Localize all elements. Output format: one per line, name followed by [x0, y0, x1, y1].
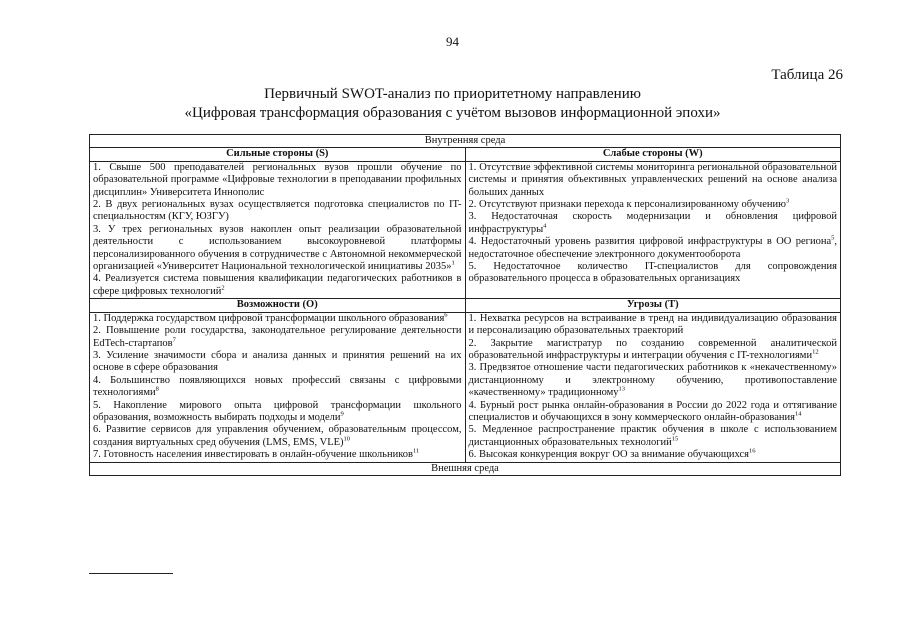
opportunities-cell — [90, 312, 466, 462]
list-item: 2. Отсутствуют признаки перехода к персонализированному обучению$^3$ — [468, 197, 790, 211]
footnote-ref: 1 — [451, 259, 455, 267]
list-item: 2. Повышение роли государства, законодательное регулирование деятельности EdTech-стартапов$^7$ — [93, 325, 462, 349]
list-item: 1. Поддержка государством цифровой трансформации школьного образования$^6$ — [93, 311, 448, 324]
title-line-1: Первичный SWOT-анализ по приоритетному направлению — [264, 86, 641, 102]
internal-env-header: Внутренняя среда — [90, 135, 841, 148]
list-item: 3. Предвзятое отношение части педагогических работников к «некачественному» дистанционному и электронному обучению, противопоставление «качественному» традиционному$^{13}$ — [468, 362, 837, 399]
footnote-ref: 4 — [543, 222, 547, 230]
threats-header: Угрозы (T) — [465, 299, 841, 312]
footnote-ref: 16 — [748, 447, 756, 455]
opportunities-header: Возможности (O) — [90, 299, 466, 312]
swot-table — [89, 134, 841, 476]
footnote-ref: 14 — [794, 410, 802, 418]
list-item: 1. Отсутствие эффективной системы мониторинга региональной образовательной системы и принятия объективных управленческих решений на основе анализа больших данных — [468, 161, 837, 198]
threats-cell — [465, 312, 841, 462]
footnote-ref: 11 — [412, 447, 420, 455]
weaknesses-header: Слабые стороны (W) — [465, 148, 841, 161]
weaknesses-cell — [465, 161, 841, 298]
list-item: 3. Усиление значимости сбора и анализа данных и принятия решений на их основе в сфере образования — [93, 349, 462, 374]
footnote-ref: 5 — [831, 234, 835, 242]
footnote-ref: 15 — [671, 435, 679, 443]
strengths-header: Сильные стороны (S) — [90, 148, 466, 161]
list-item: 3. У трех региональных вузов накоплен опыт реализации образовательной деятельности с использованием высокоуровневой платформы персонализированного обучения в сотрудничестве с Автономной некоммерческой организацией «Университет Национальной технологической инициативы 2035»$^1$ — [93, 223, 462, 273]
list-item: 7. Готовность населения инвестировать в онлайн-обучение школьников$^{11}$ — [93, 447, 420, 461]
list-item: 3. Недостаточная скорость модернизации и обновления цифровой инфраструктуры$^4$ — [468, 211, 837, 235]
footnote-ref: 7 — [172, 336, 176, 343]
list-item: 5. Накопление мирового опыта цифровой трансформации школьного образования, возможность выбирать подходы и модели$^9$ — [93, 399, 462, 423]
footnote-ref: 6 — [444, 311, 448, 319]
list-item: 5. Недостаточное количество IT-специалистов для сопровождения образовательного процесса в образовательных организациях — [468, 261, 837, 285]
list-item: 1. Нехватка ресурсов на встраивание в тренд на индивидуализацию образования и персонализацию образовательных траекторий — [468, 312, 837, 337]
title-line-2: «Цифровая трансформация образования с учётом вызовов информационной эпохи» — [184, 105, 721, 121]
list-item: 4. Большинство появляющихся новых профессий связаны с цифровыми технологиями$^8$ — [93, 374, 462, 399]
list-item: 4. Бурный рост рынка онлайн-образования в России до 2022 года и оттягивание специалистов и обучающихся в зону коммерческого онлайн-образования$^{14}$ — [468, 399, 837, 423]
list-item: 1. Свыше 500 преподавателей региональных вузов прошли обучение по образовательной программе «Цифровые технологии в преподавании профильных дисциплин» Университета Иннополис — [93, 161, 462, 198]
footnote-ref: 9 — [340, 410, 344, 418]
page-number: 94 — [446, 34, 459, 49]
footnote-ref: 10 — [343, 435, 351, 443]
table-title — [0, 85, 905, 123]
external-env-header: Внешняя среда — [90, 462, 841, 475]
footnote-ref: 12 — [812, 348, 819, 356]
list-item: 2. В двух региональных вузах осуществляется подготовка специалистов по IT-специальностям (КГУ, ЮЗГУ) — [93, 199, 462, 223]
list-item: 2. Закрытие магистратур по созданию современной аналитической образовательной инфраструктуры и интеграции обучения с IT-технологиями$^{12}$ — [468, 337, 837, 361]
list-item: 4. Недостаточный уровень развития цифровой инфраструктуры в ОО региона$^5$, недостаточное обеспечение электронного документооборота — [468, 234, 837, 260]
table-label: Таблица 26 — [771, 67, 843, 83]
footnote-ref: 8 — [155, 385, 159, 393]
list-item: 6. Развитие сервисов для управления обучением, образовательным процессом, создания виртуальных сред обучения (LMS, EMS, VLE)$^{10}$ — [93, 424, 462, 448]
list-item: 6. Высокая конкуренция вокруг ОО за внимание обучающихся$^{16}$ — [468, 447, 756, 461]
list-item: 4. Реализуется система повышения квалификации педагогических работников в сфере цифровых технологий$^2$ — [93, 273, 462, 297]
footnote-ref: 13 — [618, 385, 626, 393]
footnote-divider — [89, 573, 173, 574]
strengths-cell — [90, 161, 466, 298]
footnote-ref: 2 — [221, 284, 225, 292]
footnote-ref: 3 — [785, 197, 790, 205]
list-item: 5. Медленное распространение практик обучения в школе с использованием дистанционных образовательных технологий$^{15}$ — [468, 424, 837, 448]
